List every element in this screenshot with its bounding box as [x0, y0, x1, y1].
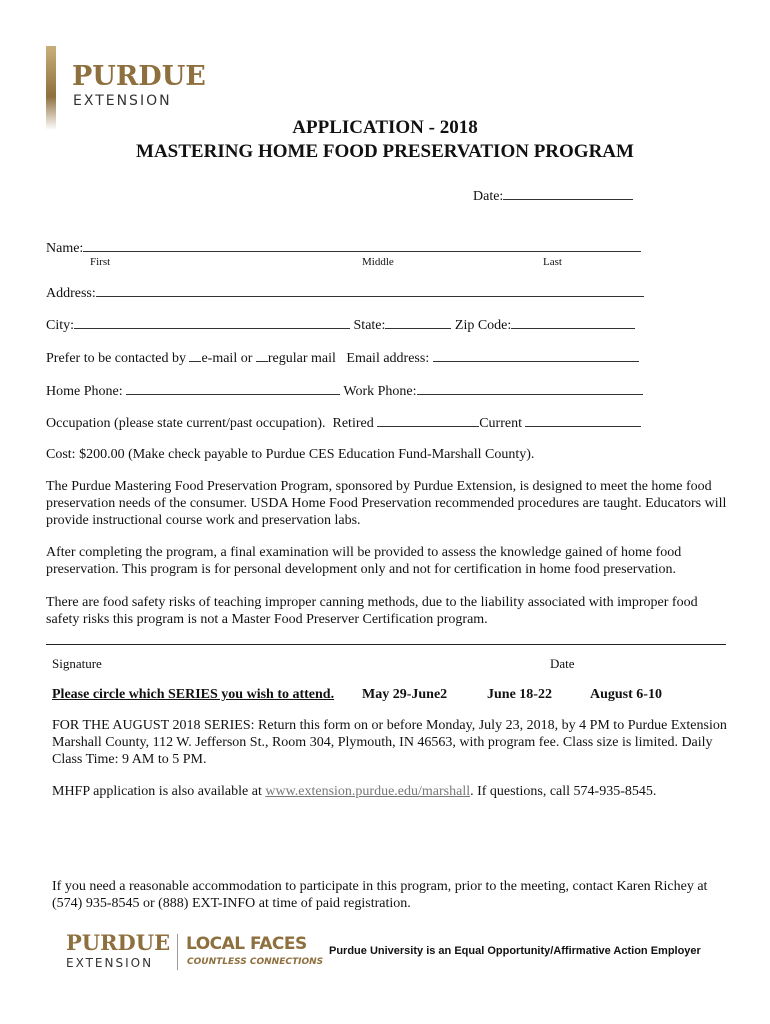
mail-choice-blank[interactable] [256, 348, 268, 362]
contact-regular-option: regular mail [267, 351, 336, 366]
page-title [0, 116, 770, 164]
name-label: Name: [46, 241, 84, 256]
footer-divider [177, 934, 178, 970]
date-label: Date: [473, 189, 504, 204]
cost-text: Cost: $200.00 (Make check payable to Purdue CES Education Fund-Marshall County). [46, 447, 535, 462]
occupation-label: Occupation (please state current/past occupation). [46, 416, 326, 431]
series-option-august[interactable]: August 6-10 [590, 687, 662, 702]
current-label: Current [479, 416, 522, 431]
name-row [46, 238, 641, 257]
email-address-field[interactable] [433, 348, 639, 362]
name-last-label: Last [543, 256, 562, 268]
safety-disclaimer: There are food safety risks of teaching improper canning methods, due to the liability associated with improper food safety risks this program is not a Master Food Preserver Certification program. [46, 595, 698, 627]
footer-purdue-logo: PURDUE [66, 930, 171, 955]
address-field[interactable] [96, 283, 644, 297]
local-faces-logo: LOCAL FACES [186, 934, 307, 954]
address-label: Address: [46, 286, 96, 301]
phone-row [46, 381, 643, 400]
contact-row [46, 348, 639, 367]
online-suffix: . If questions, call 574-935-8545. [470, 784, 657, 799]
city-field[interactable] [74, 315, 350, 329]
retired-label: Retired [332, 416, 374, 431]
accommodation-note: If you need a reasonable accommodation to participate in this program, prior to the meeting, contact Karen Richey at (574) 935-8545 or (888) EXT-INFO at time of paid registration. [52, 879, 708, 911]
zip-label: Zip Code: [454, 318, 512, 333]
countless-connections-logo: COUNTLESS CONNECTIONS [187, 957, 324, 967]
contact-prefix: Prefer to be contacted by [46, 351, 186, 366]
city-row [46, 315, 635, 334]
name-middle-label: Middle [362, 256, 394, 268]
work-phone-label: Work Phone: [343, 384, 417, 399]
series-option-may[interactable]: May 29-June2 [362, 687, 448, 702]
logo-purdue-text: PURDUE [72, 61, 206, 92]
zip-field[interactable] [511, 315, 635, 329]
extension-link[interactable]: www.extension.purdue.edu/marshall [265, 784, 471, 799]
city-label: City: [46, 318, 75, 333]
logo-extension-text: EXTENSION [73, 93, 172, 109]
state-field[interactable] [385, 315, 451, 329]
footer-extension-logo: EXTENSION [66, 956, 154, 970]
title-line-2: MASTERING HOME FOOD PRESERVATION PROGRAM [136, 141, 634, 162]
address-row [46, 283, 644, 302]
date-row [473, 186, 633, 205]
series-prompt: Please circle which SERIES you wish to attend. [52, 687, 335, 702]
email-address-label: Email address: [346, 351, 430, 366]
contact-email-option: e-mail or [201, 351, 253, 366]
series-option-june[interactable]: June 18-22 [487, 687, 552, 702]
title-line-1: APPLICATION - 2018 [292, 117, 478, 138]
online-availability [52, 783, 656, 800]
state-label: State: [353, 318, 386, 333]
signature-line[interactable] [46, 644, 726, 645]
current-field[interactable] [525, 413, 641, 427]
equal-opportunity-statement: Purdue University is an Equal Opportunity/Affirmative Action Employer [329, 945, 701, 957]
retired-field[interactable] [377, 413, 479, 427]
online-prefix: MHFP application is also available at [52, 784, 262, 799]
examination-note: After completing the program, a final examination will be provided to assess the knowledge gained of home food preservation. This program is for personal development only and not for certification in home food preservation. [46, 545, 682, 577]
signature-date-label: Date [550, 656, 575, 671]
signature-label: Signature [52, 656, 102, 671]
email-choice-blank[interactable] [189, 348, 201, 362]
occupation-row [46, 413, 641, 432]
home-phone-field[interactable] [126, 381, 340, 395]
program-description: The Purdue Mastering Food Preservation Program, sponsored by Purdue Extension, is designed to meet the home food preservation needs of the consumer. USDA Home Food Preservation recommended procedures are taught. Educators will provide instructional course work and preservation labs. [46, 479, 727, 528]
home-phone-label: Home Phone: [46, 384, 123, 399]
date-field[interactable] [503, 186, 633, 200]
august-series-note: FOR THE AUGUST 2018 SERIES: Return this form on or before Monday, July 23, 2018, by 4 PM to Purdue Extension Marshall County, 112 W. Jefferson St., Room 304, Plymouth, IN 46563, with program fee. Class size is limited. Daily Class Time: 9 AM to 5 PM. [52, 718, 727, 767]
name-field[interactable] [83, 238, 641, 252]
work-phone-field[interactable] [417, 381, 643, 395]
name-first-label: First [90, 256, 111, 268]
